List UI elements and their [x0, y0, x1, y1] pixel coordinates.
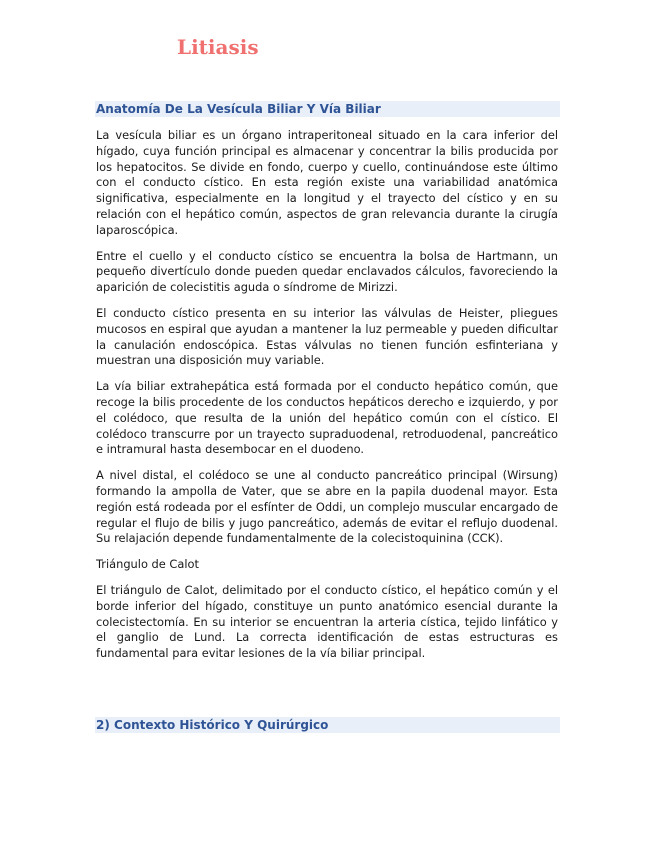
paragraph-calot: El triángulo de Calot, delimitado por el conducto cístico, el hepático común y el borde inferior del hígado, constituye un punto anatómico esencial durante la colecistectomía. En su interior se encuentran la arteria cística, tejido linfático y el ganglio de Lund. La correcta identificación de estas estructuras es fundamental para evitar lesiones de la vía biliar principal.	[96, 582, 558, 661]
paragraph-heister: El conducto cístico presenta en su interior las válvulas de Heister, pliegues mucosos en espiral que ayudan a mantener la luz permeable y pueden dificultar la canulación endoscópica. Estas válvulas no tienen función esfinteriana y muestran una disposición muy variable.	[96, 305, 558, 368]
paragraph-vesicula: La vesícula biliar es un órgano intraperitoneal situado en la cara inferior del hígado, cuya función principal es almacenar y concentrar la bilis producida por los hepatocitos. Se divide en fondo, cuerpo y cuello, continuándose este último con el conducto cístico. En esta región existe una variabilidad anatómica significativa, especialmente en la longitud y el trayecto del cístico y en su relación con el hepático común, aspectos de gran relevancia durante la cirugía laparoscópica.	[96, 128, 558, 237]
paragraph-via-biliar: La vía biliar extrahepática está formada por el conducto hepático común, que recoge la bilis procedente de los conductos hepáticos derecho e izquierdo, y por el colédoco, que resulta de la unión del hepático común con el cístico. El colédoco transcurre por un trayecto supraduodenal, retroduodenal, pancreático e intramural hasta desembocar en el duodeno.	[96, 379, 558, 457]
section-heading-anatomia: Anatomía De La Vesícula Biliar Y Vía Biliar	[95, 101, 560, 117]
paragraph-hartmann: Entre el cuello y el conducto cístico se encuentra la bolsa de Hartmann, un pequeño divertículo donde pueden quedar enclavados cálculos, favoreciendo la aparición de colecistitis aguda o síndrome de Mirizzi.	[96, 248, 558, 295]
section-body	[96, 128, 558, 672]
paragraph-vater: A nivel distal, el colédoco se une al conducto pancreático principal (Wirsung) formando la ampolla de Vater, que se abre en la papila duodenal mayor. Esta región está rodeada por el esfínter de Oddi, un complejo muscular encargado de regular el flujo de bilis y jugo pancreático, además de evitar el reflujo duodenal. Su relajación depende fundamentalmente de la colecistoquinina (CCK).	[96, 468, 558, 546]
section-heading-contexto: 2) Contexto Histórico Y Quirúrgico	[95, 717, 560, 733]
subheading-calot: Triángulo de Calot	[96, 557, 199, 572]
document-title: Litiasis	[177, 35, 259, 59]
